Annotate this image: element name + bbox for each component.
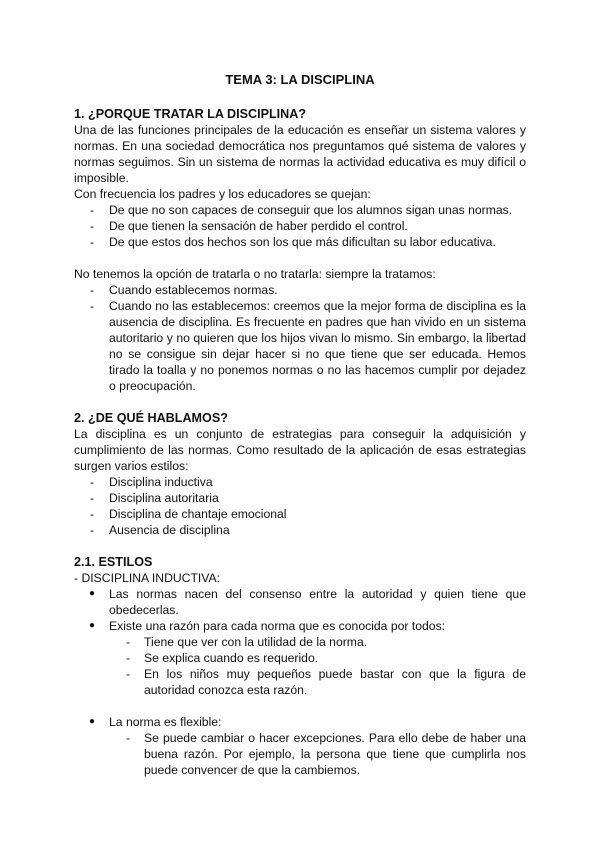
list-item: - Disciplina de chantaje emocional [90,507,287,521]
document-page [74,72,526,778]
section-2-1-intro: - DISCIPLINA INDUCTIVA: [74,571,221,585]
list-item: - Disciplina autoritaria [90,491,219,505]
sub-list-item: - Se explica cuando es requerido. [126,651,319,665]
list-item: - Cuando no las establecemos: creemos que la mejor forma de disciplina es la ausencia de disciplina. Es frecuente en padres que han vivido en un sistema autoritario y no quieren que los hijos vivan lo mismo. Sin embargo, la libertad no se consigue sin dejar hacer si no que tiene que ser educada. Hemos tirado la toalla y no ponemos normas o no las hacemos cumplir por dejadez o preocupación. [90,299,526,393]
section-1-heading: 1. ¿PORQUE TRATAR LA DISCIPLINA? [74,107,307,121]
section-1-list-2 [74,282,526,394]
section-2-heading: 2. ¿DE QUÉ HABLAMOS? [74,411,228,425]
list-item: - De que estos dos hechos son los que más dificultan su labor educativa. [90,235,496,249]
document-title: TEMA 3: LA DISCIPLINA [225,72,375,87]
section-2-paragraph-1: La disciplina es un conjunto de estrategias para conseguir la adquisición y cumplimiento de las normas. Como resultado de la aplicación de esas estrategias surgen varios estilos: [74,427,526,473]
list-item: - Disciplina inductiva [90,475,213,489]
list-item: - De que tienen la sensación de haber perdido el control. [90,219,408,233]
section-2-list-1 [74,474,526,538]
section-2-1-sublist-2 [74,730,526,778]
list-item: - Ausencia de disciplina [90,523,230,537]
bullet-item: ● Existe una razón para cada norma que es conocida por todos: [89,619,446,633]
sub-list-item: - Se puede cambiar o hacer excepciones. Para ello debe de haber una buena razón. Por ejemplo, la persona que tiene que cumplirla nos puede convencer de que la cambiemos. [126,731,526,777]
section-1-paragraph-3: No tenemos la opción de tratarla o no tratarla: siempre la tratamos: [74,267,436,281]
bullet-item: ● Las normas nacen del consenso entre la autoridad y quien tiene que obedecerlas. [89,587,526,617]
section-2-1-bullets [74,586,526,634]
section-1-list-1 [74,202,526,250]
section-1-paragraph-1: Una de las funciones principales de la educación es enseñar un sistema valores y normas. En una sociedad democrática nos preguntamos qué sistema de valores y normas seguimos. Sin un sistema de normas la actividad educativa es muy difícil o imposible. [74,123,526,185]
list-item: - Cuando establecemos normas. [90,283,278,297]
sub-list-item: - En los niños muy pequeños puede bastar con que la figura de autoridad conozca esta razón. [126,667,526,697]
section-2-1-bullets-2 [74,714,526,730]
section-2-1-sublist-1 [74,634,526,698]
section-1-paragraph-2: Con frecuencia los padres y los educadores se quejan: [74,187,371,201]
bullet-item: ● La norma es flexible: [89,715,222,729]
list-item: - De que no son capaces de conseguir que los alumnos sigan unas normas. [90,203,513,217]
sub-list-item: - Tiene que ver con la utilidad de la norma. [126,635,368,649]
section-2-1-heading: 2.1. ESTILOS [74,555,153,569]
